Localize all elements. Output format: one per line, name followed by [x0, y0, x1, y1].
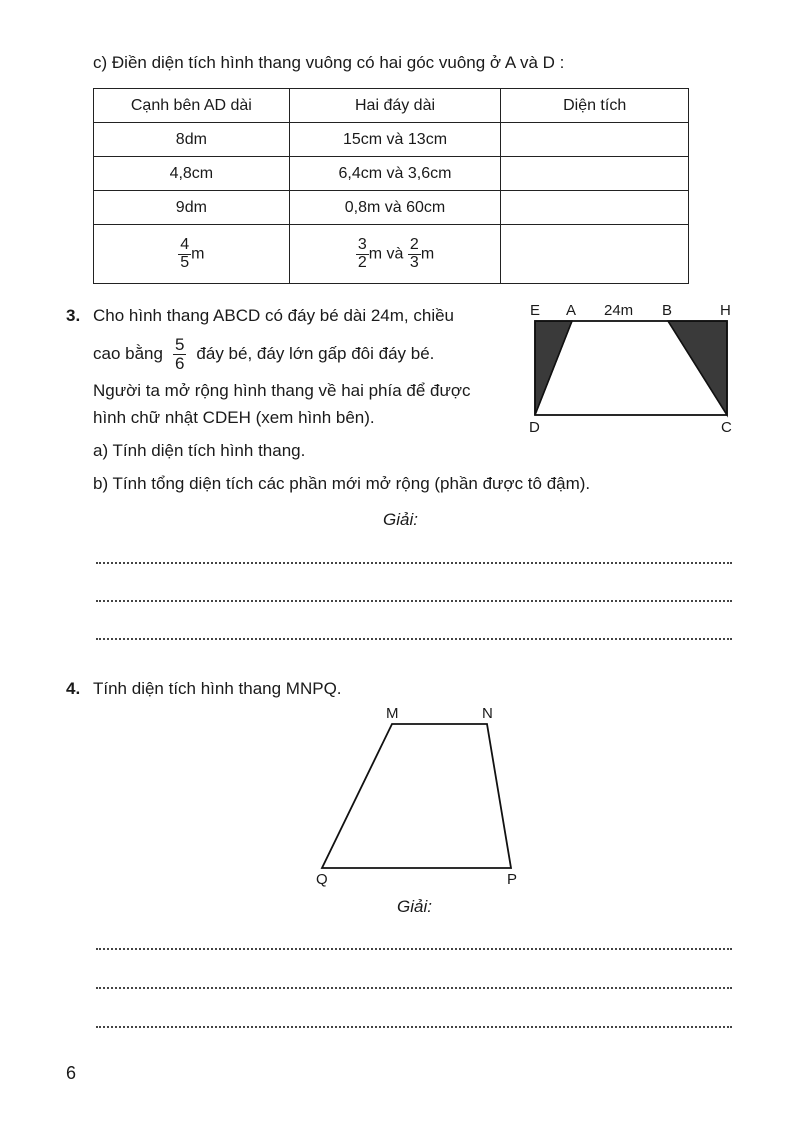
- table-row: [94, 191, 689, 225]
- cell-bases: 6,4cm và 3,6cm: [289, 157, 501, 191]
- label-24m: 24m: [604, 302, 634, 319]
- label-e: E: [530, 302, 541, 319]
- cell-bases-fraction: $\frac{3}{2}$ m và $\frac{2}{3}$ m: [289, 225, 501, 284]
- q4-solution-label: Giải:: [397, 897, 432, 916]
- q4-number: 4.: [66, 679, 81, 698]
- q3-line4: hình chữ nhật CDEH (xem hình bên).: [93, 408, 375, 427]
- part-c-instruction: c) Điền diện tích hình thang vuông có hai góc vuông ở A và D :: [93, 53, 565, 72]
- page-number: 6: [66, 1063, 77, 1083]
- cell-side: 9dm: [94, 191, 290, 225]
- figure-mnpq: [310, 715, 530, 880]
- fraction: $\frac{4}{5}$: [180, 235, 190, 271]
- q3-line3: Người ta mở rộng hình thang về hai phía để được: [93, 381, 471, 400]
- answer-line[interactable]: [96, 985, 732, 989]
- area-table: [93, 88, 689, 284]
- label-m: M: [386, 705, 399, 722]
- table-row-fractions: [94, 225, 689, 284]
- q3-fraction: $\frac{5}{6}$: [174, 334, 185, 373]
- answer-line[interactable]: [96, 946, 732, 950]
- cell-bases: 0,8m và 60cm: [289, 191, 501, 225]
- cell-bases: 15cm và 13cm: [289, 123, 501, 157]
- label-b: B: [662, 302, 673, 319]
- label-n: N: [482, 705, 493, 722]
- header-area: Diện tích: [501, 89, 689, 123]
- label-c: C: [721, 419, 732, 436]
- cell-area-answer[interactable]: [501, 123, 689, 157]
- q3-line1: Cho hình thang ABCD có đáy bé dài 24m, chiều: [93, 306, 455, 325]
- label-p: P: [507, 871, 518, 888]
- label-d: D: [529, 419, 540, 436]
- q3-line2: cao bằng $\frac{5}{6}$ đáy bé, đáy lớn gấp đôi đáy bé.: [93, 334, 435, 373]
- q4-text: Tính diện tích hình thang MNPQ.: [93, 679, 342, 698]
- table-row: [94, 157, 689, 191]
- answer-line[interactable]: [96, 636, 732, 640]
- figure-cdeh: [520, 300, 745, 440]
- cell-side-fraction: $\frac{4}{5}$ m: [94, 225, 290, 284]
- cell-area-answer[interactable]: [501, 157, 689, 191]
- label-a: A: [566, 302, 577, 319]
- cell-side: 4,8cm: [94, 157, 290, 191]
- header-bases: Hai đáy dài: [289, 89, 501, 123]
- cell-area-answer[interactable]: [501, 225, 689, 284]
- q3-number: 3.: [66, 306, 81, 325]
- label-h: H: [720, 302, 731, 319]
- fraction: $\frac{2}{3}$: [409, 235, 419, 271]
- header-side: Cạnh bên AD dài: [94, 89, 290, 123]
- answer-line[interactable]: [96, 560, 732, 564]
- cell-area-answer[interactable]: [501, 191, 689, 225]
- label-q: Q: [316, 871, 328, 888]
- cell-side: 8dm: [94, 123, 290, 157]
- table-header-row: [94, 89, 689, 123]
- trapezoid-mnpq: [322, 724, 511, 868]
- q3-part-a: a) Tính diện tích hình thang.: [93, 441, 306, 460]
- answer-line[interactable]: [96, 1024, 732, 1028]
- answer-line[interactable]: [96, 598, 732, 602]
- fraction: $\frac{3}{2}$: [357, 235, 367, 271]
- q3-solution-label: Giải:: [383, 510, 418, 529]
- q3-part-b: b) Tính tổng diện tích các phần mới mở rộng (phần được tô đậm).: [93, 474, 591, 493]
- table-row: [94, 123, 689, 157]
